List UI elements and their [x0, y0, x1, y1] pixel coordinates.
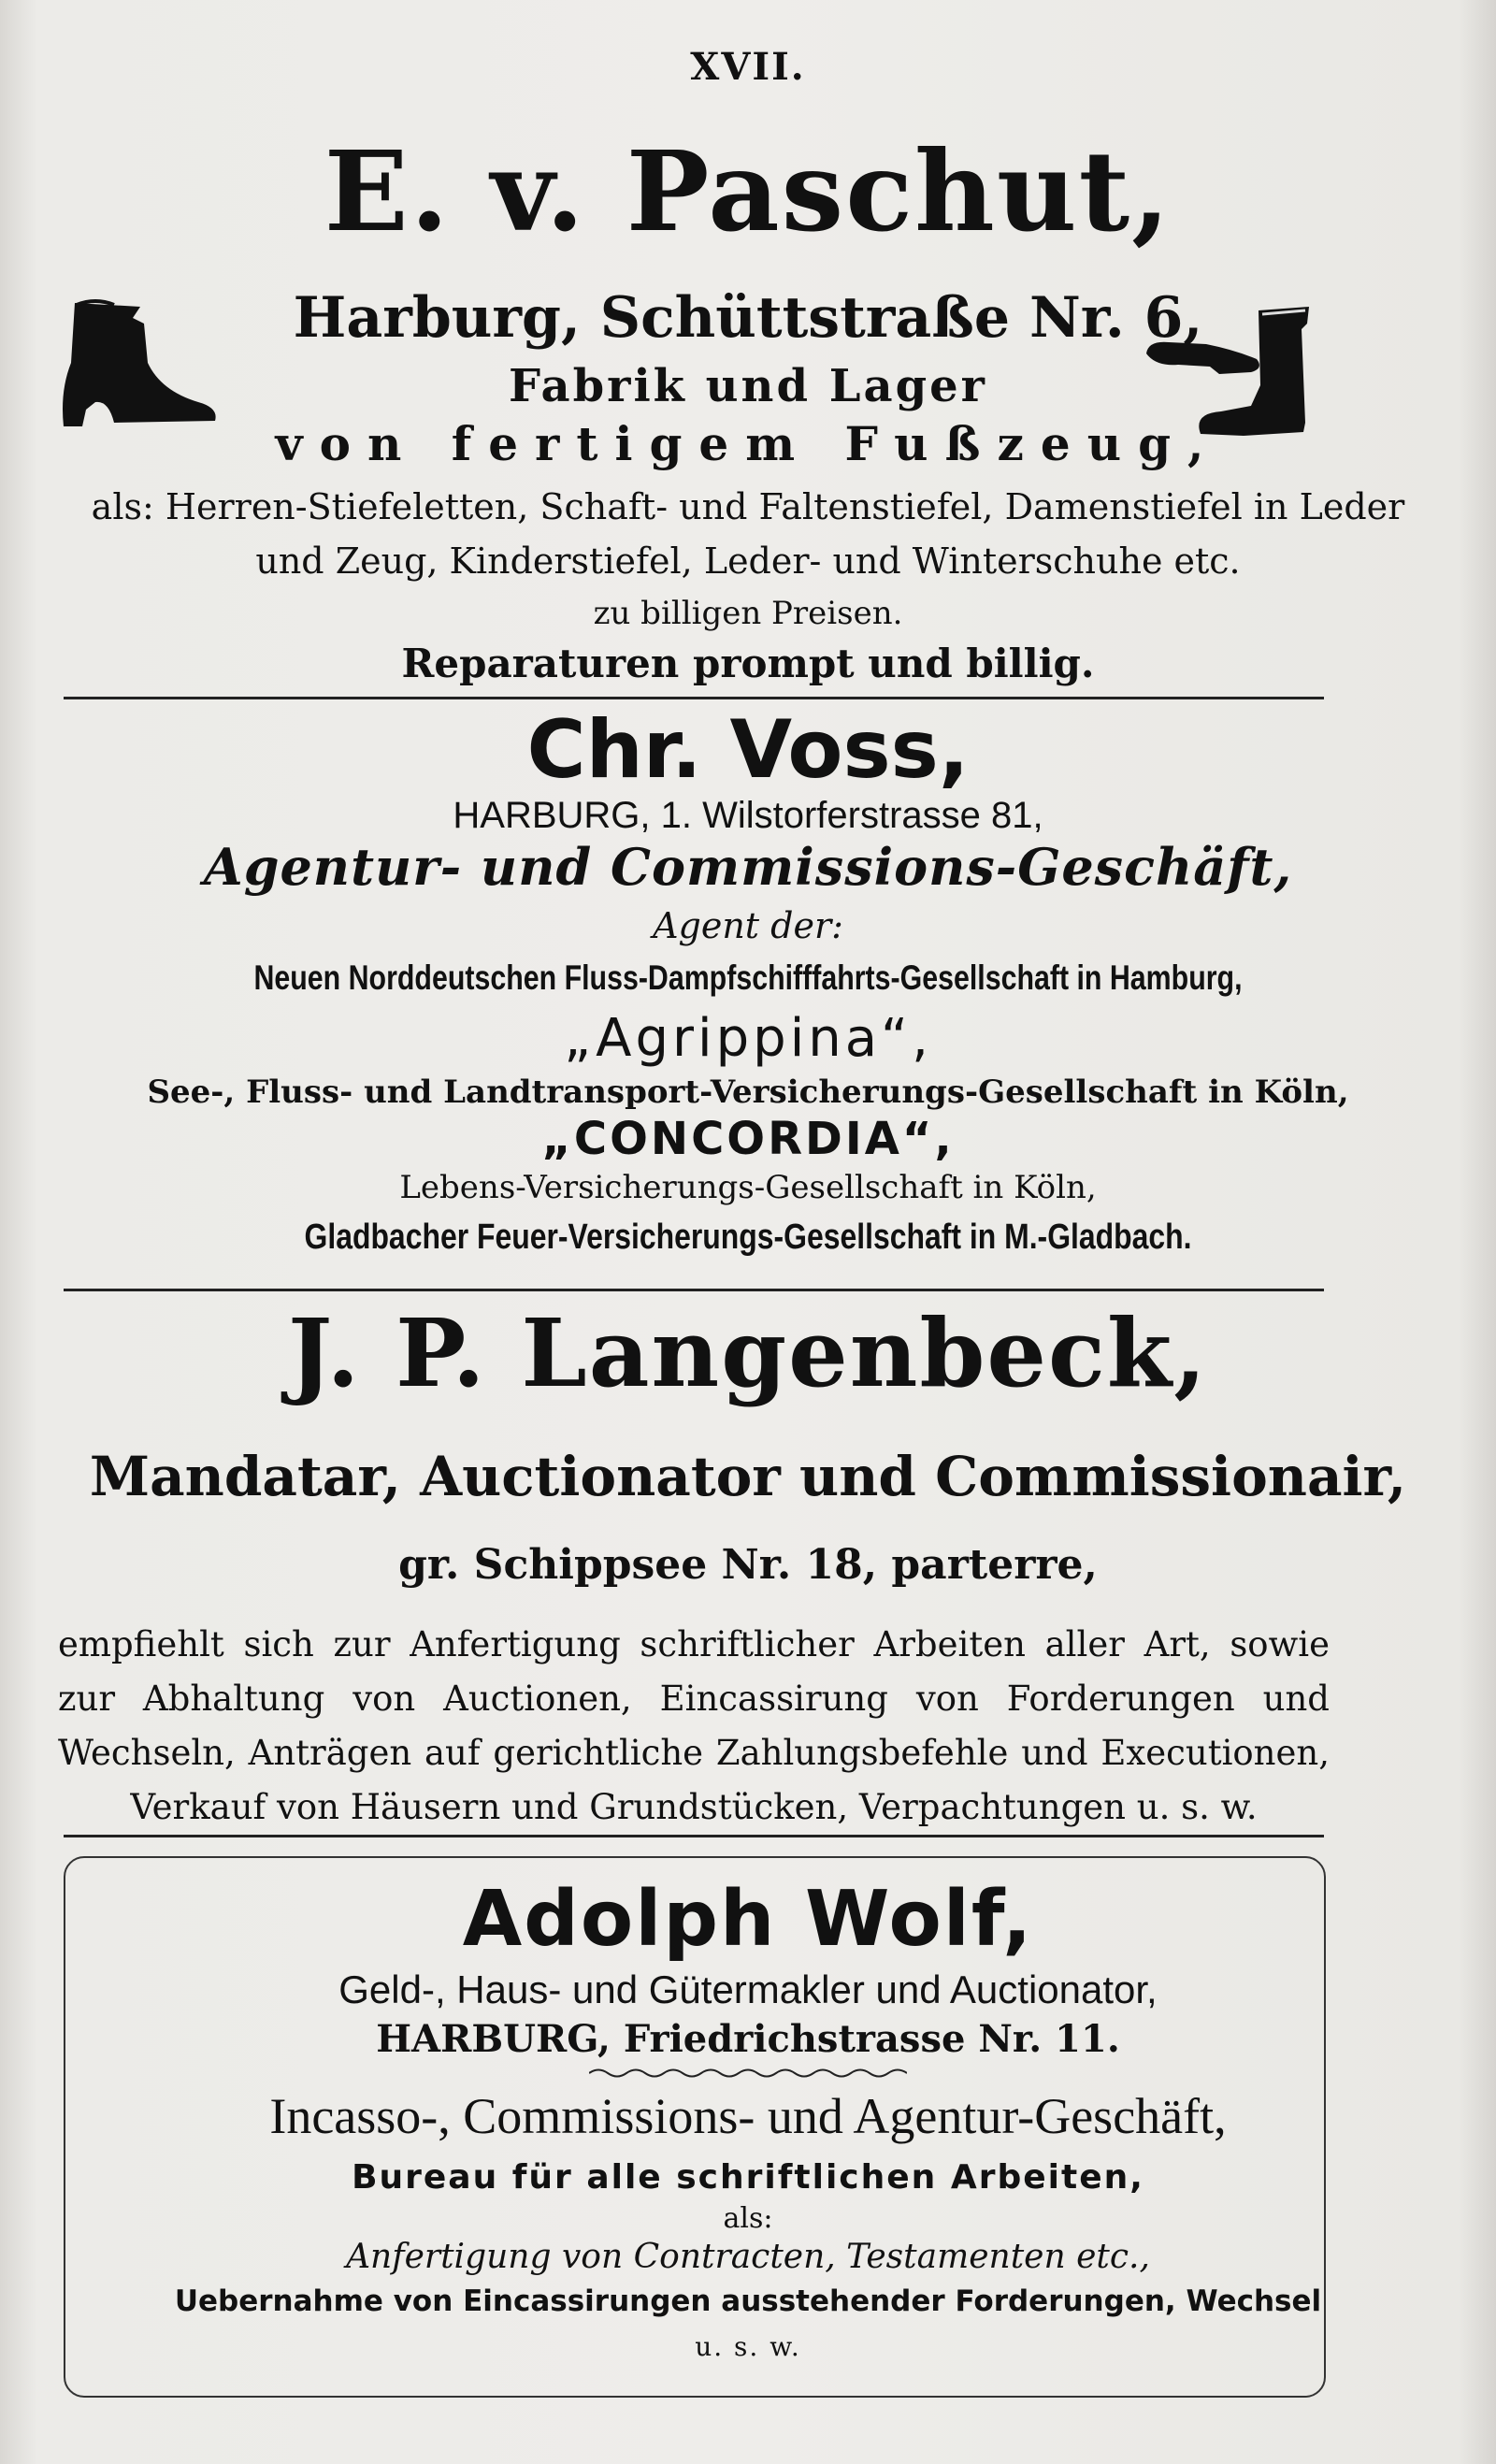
paschut-address: Harburg, Schüttstraße Nr. 6, [293, 285, 1203, 351]
langenbeck-title: Mandatar, Auctionator und Commissionair, [89, 1445, 1407, 1508]
description-line: Verkauf von Häusern und Grundstücken, Verpachtungen u. s. w. [130, 1787, 1258, 1827]
divider [64, 697, 1324, 699]
voss-company-2: See-, Fluss- und Landtransport-Versicherungs-Gesellschaft in Köln, [147, 1073, 1349, 1111]
description-line: Wechseln, Anträgen auf gerichtliche Zahlungsbefehle und Executionen, [58, 1733, 1330, 1773]
voss-company-4: Gladbacher Feuer-Versicherungs-Gesellschaft in M.-Gladbach. [304, 1218, 1192, 1257]
paschut-prices: zu billigen Preisen. [593, 595, 903, 632]
wolf-uebernahme: Uebernahme von Eincassirungen ausstehender Forderungen, Wechsel [174, 2284, 1322, 2318]
voss-company-1: Neuen Norddeutschen Fluss-Dampfschifffahrts-Gesellschaft in Hamburg, [253, 958, 1243, 997]
wolf-bureau: Bureau für alle schriftlichen Arbeiten, [352, 2158, 1144, 2197]
langenbeck-name: J. P. Langenbeck, [287, 1298, 1209, 1408]
ornament-wave [589, 2067, 907, 2080]
voss-agent-label: Agent der: [653, 905, 843, 946]
voss-concordia: „CONCORDIA“, [541, 1113, 955, 1165]
wolf-address: HARBURG, Friedrichstrasse Nr. 11. [376, 2017, 1120, 2061]
paschut-name: E. v. Paschut, [324, 126, 1172, 256]
voss-company-3: Lebens-Versicherungs-Gesellschaft in Köln, [399, 1169, 1097, 1206]
page-number: XVII. [690, 45, 806, 89]
voss-business: Agentur- und Commissions-Geschäft, [203, 837, 1293, 897]
langenbeck-description [58, 1618, 1330, 1835]
wolf-name: Adolph Wolf, [462, 1875, 1034, 1964]
divider [64, 1835, 1324, 1837]
voss-agrippina: „Agrippina“, [564, 1008, 932, 1069]
wolf-business: Incasso-, Commissions- und Agentur-Geschäft, [269, 2088, 1227, 2144]
paschut-goods: von fertigem Fußzeug, [275, 416, 1221, 471]
paschut-products-line-1: als: Herren-Stiefeletten, Schaft- und Faltenstiefel, Damenstiefel in Leder [91, 486, 1405, 527]
divider [64, 1289, 1324, 1291]
wolf-als: als: [723, 2202, 773, 2235]
voss-name: Chr. Voss, [526, 703, 970, 797]
description-line: zur Abhaltung von Auctionen, Eincassirung von Forderungen und [58, 1679, 1330, 1719]
wolf-contracts: Anfertigung von Contracten, Testamenten etc., [346, 2238, 1150, 2276]
paschut-fabrik: Fabrik und Lager [509, 360, 987, 412]
wolf-role: Geld-, Haus- und Gütermakler und Auctionator, [338, 1967, 1158, 2011]
langenbeck-address: gr. Schippsee Nr. 18, parterre, [398, 1541, 1098, 1589]
voss-address: HARBURG, 1. Wilstorferstrasse 81, [453, 795, 1043, 836]
paschut-products-line-2: und Zeug, Kinderstiefel, Leder- und Winterschuhe etc. [255, 540, 1241, 582]
wolf-usw: u. s. w. [695, 2331, 801, 2362]
description-line: empfiehlt sich zur Anfertigung schriftlicher Arbeiten aller Art, sowie [58, 1624, 1330, 1664]
paschut-repairs: Reparaturen prompt und billig. [401, 641, 1095, 686]
